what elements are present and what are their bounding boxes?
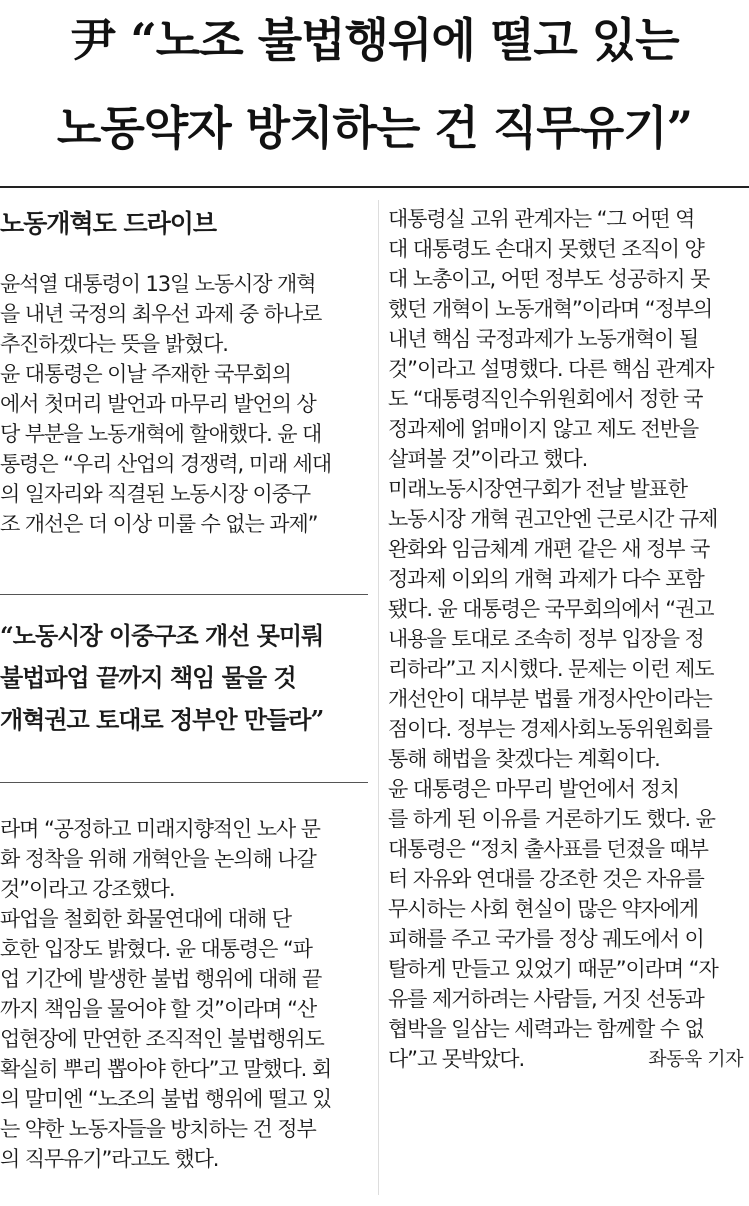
article-line: 대 대통령도 손대지 못했던 조직이 양 (388, 237, 704, 261)
article-line: 는 약한 노동자들을 방치하는 건 정부 (0, 1117, 316, 1141)
article-line: 피해를 주고 국가를 정상 궤도에서 이 (388, 927, 704, 951)
article-line: 내용을 토대로 조속히 정부 입장을 정 (388, 627, 704, 651)
article-line: 파업을 철회한 화물연대에 대해 단 (0, 907, 291, 931)
article-line: 했던 개혁이 노동개혁”이라며 “정부의 (388, 297, 713, 321)
article-line: 노동시장 개혁 권고안엔 근로시간 규제 (388, 507, 718, 531)
article-line: 업현장에 만연한 조직적인 불법행위도 (0, 1027, 324, 1051)
article-line: 을 내년 국정의 최우선 과제 중 하나로 (0, 302, 322, 326)
article-line: 정과제 이외의 개혁 과제가 다수 포함 (388, 567, 704, 591)
article-line: 것”이라고 강조했다. (0, 877, 175, 901)
article-line: 화 정착을 위해 개혁안을 논의해 나갈 (0, 847, 316, 871)
article-line: 조 개선은 더 이상 미룰 수 없는 과제” (0, 512, 318, 536)
headline-line-2: 노동약자 방치하는 건 직무유기” (56, 101, 693, 155)
article-line: 탈하게 만들고 있었기 때문”이라며 “자 (388, 957, 718, 981)
pull-quote-line: 불법파업 끝까지 책임 물을 것 (0, 663, 296, 692)
article-line: 윤 대통령은 이날 주재한 국무회의 (0, 362, 291, 386)
article-line: 를 하게 된 이유를 거론하기도 했다. 윤 (388, 807, 715, 831)
article-line: 대통령실 고위 관계자는 “그 어떤 역 (388, 207, 695, 231)
article-line: 까지 책임을 물어야 할 것”이라며 “산 (0, 997, 317, 1021)
article-line: 유를 제거하려는 사람들, 거짓 선동과 (388, 987, 704, 1011)
headline-divider (0, 186, 749, 188)
article-line: 됐다. 윤 대통령은 국무회의에서 “권고 (388, 597, 714, 621)
article-line: 업 기간에 발생한 불법 행위에 대해 끝 (0, 967, 322, 991)
article-line: 협박을 일삼는 세력과는 함께할 수 없 (388, 1017, 704, 1041)
article-line: 것”이라고 설명했다. 다른 핵심 관계자 (388, 357, 714, 381)
article-line: 대통령은 “정치 출사표를 던졌을 때부 (388, 837, 708, 861)
article-line: 추진하겠다는 뜻을 밝혔다. (0, 332, 228, 356)
article-line: 리하라”고 지시했다. 문제는 이런 제도 (388, 657, 714, 681)
pull-quote-bottom-rule (0, 782, 368, 783)
article-line: 의 말미엔 “노조의 불법 행위에 떨고 있 (0, 1087, 332, 1111)
article-line: 대 노총이고, 어떤 정부도 성공하지 못 (388, 267, 710, 291)
article-line: 통령은 “우리 산업의 경쟁력, 미래 세대 (0, 452, 332, 476)
article-line: 에서 첫머리 발언과 마무리 발언의 상 (0, 392, 316, 416)
headline-line-1: 尹 “노조 불법행위에 떨고 있는 (70, 13, 679, 67)
article-line: 살펴볼 것”이라고 했다. (388, 447, 588, 471)
article-line: 의 직무유기”라고도 했다. (0, 1147, 219, 1171)
pull-quote-line: 개혁권고 토대로 정부안 만들라” (0, 705, 324, 734)
article-line: 통해 해법을 찾겠다는 계획이다. (388, 747, 660, 771)
pull-quote-line: “노동시장 이중구조 개선 못미뤄 (0, 621, 324, 650)
article-line: 점이다. 정부는 경제사회노동위원회를 (388, 717, 712, 741)
article-line: 완화와 임금체계 개편 같은 새 정부 국 (388, 537, 710, 561)
article-line: 라며 “공정하고 미래지향적인 노사 문 (0, 817, 320, 841)
article-line: 무시하는 사회 현실이 많은 약자에게 (388, 897, 699, 921)
article-line: 내년 핵심 국정과제가 노동개혁이 될 (388, 327, 699, 351)
pull-quote-top-rule (0, 594, 368, 595)
article-line: 호한 입장도 밝혔다. 윤 대통령은 “파 (0, 937, 312, 961)
article-line: 다”고 못박았다. (388, 1047, 525, 1071)
article-line: 윤 대통령은 마무리 발언에서 정치 (388, 777, 679, 801)
article-line: 터 자유와 연대를 강조한 것은 자유를 (388, 867, 704, 891)
article-line: 확실히 뿌리 뽑아야 한다”고 말했다. 회 (0, 1057, 332, 1081)
article-line: 윤석열 대통령이 13일 노동시장 개혁 (0, 272, 316, 296)
reporter-byline: 좌동욱 기자 (648, 1048, 743, 1070)
article-line: 도 “대통령직인수위원회에서 정한 국 (388, 387, 703, 411)
article-line: 개선안이 대부분 법률 개정사안이라는 (388, 687, 712, 711)
article-line: 의 일자리와 직결된 노동시장 이중구 (0, 482, 311, 506)
article-line: 미래노동시장연구회가 전날 발표한 (388, 477, 687, 501)
subhead: 노동개혁도 드라이브 (0, 209, 217, 238)
article-line: 정과제에 얽매이지 않고 제도 전반을 (388, 417, 699, 441)
column-divider (378, 200, 379, 1195)
article-line: 당 부분을 노동개혁에 할애했다. 윤 대 (0, 422, 322, 446)
